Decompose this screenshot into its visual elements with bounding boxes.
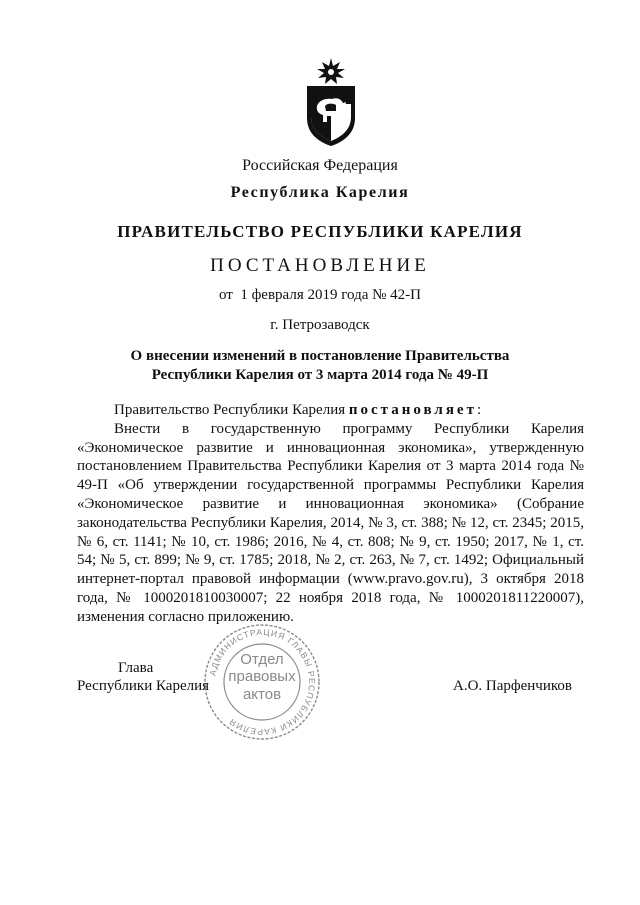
preamble-colon: : [476,402,482,418]
stamp-word-2: правовых [228,668,296,685]
signatory-name: А.О. Парфенчиков [453,678,572,694]
document-type: ПОСТАНОВЛЕНИЕ [210,255,430,276]
signatory-title: Глава [118,660,154,676]
subject-line-2: Республики Карелия от 3 марта 2014 года № 49-П [151,367,489,383]
main-paragraph: Внести в государственную программу Республики Карелия «Экономическое развитие и инновационная экономика», утвержденную постановлением Правительства Республики Карелия от 3 марта 2014 года № 49-П «Об утверждении государственной программы Республики Карелия «Экономическое развитие и инновационная экономика» (Собрание законодательства Республики Карелия, 2014, № 3, ст. 388; № 12, ст. 2345; 2015, № 6, ст. 1141; № 10, ст. 1986; 2016, № 4, ст. 808; № 9, ст. 1950; 2017, № 1, ст. 54; № 5, ст. 899; № 9, ст. 1785; 2018, № 2, ст. 263, № 7, ст. 1492; Официальный интернет-портал правовой информации (www.pravo.gov.ru), 3 октября 2018 года, № 1000201810030007; 22 ноября 2018 года, № 1000201811220007), изменения согласно приложению. [77,420,584,625]
republic-name: Республика Карелия [230,184,410,201]
preamble-paragraph [77,401,584,420]
stamp-ring-text: АДМИНИСТРАЦИЯ ГЛАВЫ РЕСПУБЛИКИ КАРЕЛИЯ [207,626,318,738]
country-name: Российская Федерация [242,157,398,174]
stamp-word-1: Отдел [240,651,284,668]
stamp-word-3: актов [242,686,282,703]
decree-verb: постановляет [348,402,477,418]
signatory-org: Республики Карелия [77,678,210,694]
document-subject [0,347,640,385]
document-body [77,401,584,627]
preamble-text: Правительство Республики Карелия [114,402,349,418]
karelia-coat-of-arms-icon [299,56,363,148]
subject-line-1: О внесении изменений в постановление Правительства [130,348,510,364]
government-name: ПРАВИТЕЛЬСТВО РЕСПУБЛИКИ КАРЕЛИЯ [117,222,523,241]
document-city: г. Петрозаводск [270,317,370,333]
document-date: от 1 февраля 2019 года № 42-П [218,287,422,303]
